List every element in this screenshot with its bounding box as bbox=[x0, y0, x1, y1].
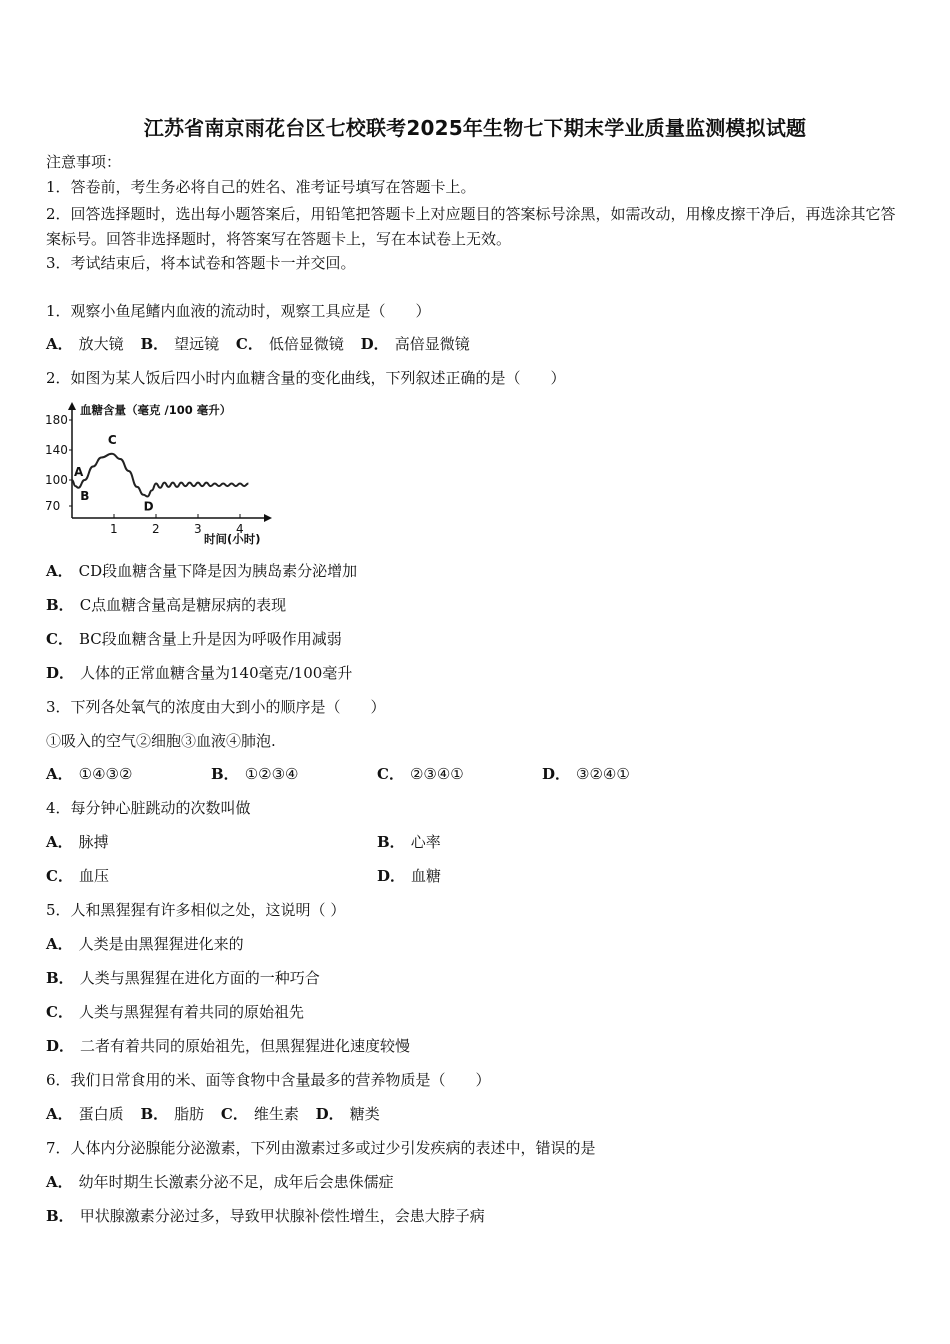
q2-option-c: BC段血糖含量上升是因为呼吸作用减弱 bbox=[78, 630, 342, 648]
q3-option-d: ③②④① bbox=[576, 765, 630, 783]
option-label: D． bbox=[46, 664, 75, 682]
question-7-stem: 7．人体内分泌腺能分泌激素，下列由激素过多或过少引发疾病的表述中，错误的是 bbox=[46, 1139, 596, 1157]
x-axis-arrow bbox=[264, 514, 272, 522]
option-label: C． bbox=[46, 867, 73, 885]
q5-option-d: 二者有着共同的原始祖先，但黑猩猩进化速度较慢 bbox=[80, 1037, 411, 1055]
option-label: B． bbox=[140, 335, 169, 353]
y-tick-label: 70 bbox=[45, 499, 61, 513]
y-tick-label: 180 bbox=[45, 413, 68, 427]
q4-option-c: 血压 bbox=[78, 867, 109, 885]
option-label: A． bbox=[46, 765, 73, 783]
option-label: C． bbox=[235, 335, 263, 353]
chart-x-axis-label: 时间(小时) bbox=[204, 532, 261, 546]
notice-item-3: 3．考试结束后，将本试卷和答题卡一并交回。 bbox=[46, 254, 356, 272]
x-tick-label: 4 bbox=[236, 522, 244, 536]
q6-option-a: 蛋白质 bbox=[78, 1105, 124, 1123]
q2-option-a-row bbox=[46, 561, 357, 581]
option-label: C． bbox=[220, 1105, 248, 1123]
q5-option-c-row bbox=[46, 1002, 304, 1022]
q4-option-d: 血糖 bbox=[411, 867, 442, 885]
q7-option-a: 幼年时期生长激素分泌不足，成年后会患侏儒症 bbox=[78, 1173, 394, 1191]
q4-option-a: 脉搏 bbox=[78, 833, 109, 851]
point-label-b: B bbox=[80, 488, 90, 503]
question-4-stem: 4．每分钟心脏跳动的次数叫做 bbox=[46, 799, 251, 817]
chart-point-labels bbox=[74, 433, 154, 514]
y-axis-arrow bbox=[68, 402, 76, 410]
q1-option-a: 放大镜 bbox=[78, 335, 124, 353]
option-label: A． bbox=[46, 1173, 73, 1191]
option-label: B． bbox=[140, 1105, 169, 1123]
option-label: A． bbox=[46, 1105, 73, 1123]
option-label: B． bbox=[377, 833, 405, 851]
point-label-a: A bbox=[74, 465, 84, 479]
point-label-c: C bbox=[107, 432, 117, 447]
x-tick-label: 2 bbox=[152, 522, 160, 536]
q7-option-b: 甲状腺激素分泌过多，导致甲状腺补偿性增生，会患大脖子病 bbox=[79, 1207, 485, 1225]
q4-option-c-row bbox=[46, 866, 109, 886]
option-label: C． bbox=[46, 630, 73, 648]
option-label: D． bbox=[315, 1105, 344, 1123]
question-6-stem: 6．我们日常食用的米、面等食物中含量最多的营养物质是（ ） bbox=[46, 1071, 491, 1089]
document-title: 江苏省南京雨花台区七校联考2025年生物七下期末学业质量监测模拟试题 bbox=[143, 116, 807, 140]
question-3-stem: 3．下列各处氧气的浓度由大到小的顺序是（ ） bbox=[46, 698, 386, 716]
option-label: B． bbox=[211, 765, 239, 783]
q2-option-a: CD段血糖含量下降是因为胰岛素分泌增加 bbox=[78, 562, 358, 580]
q7-option-b-row bbox=[46, 1206, 485, 1226]
option-label: B． bbox=[46, 596, 74, 614]
q4-option-a-row bbox=[46, 832, 109, 852]
q1-option-b: 望远镜 bbox=[174, 335, 220, 353]
blood-sugar-chart bbox=[44, 400, 284, 548]
option-label: D． bbox=[542, 765, 571, 783]
q6-option-b: 脂肪 bbox=[174, 1105, 205, 1123]
option-label: A． bbox=[46, 335, 73, 353]
q5-option-a-row bbox=[46, 934, 244, 954]
chart-y-axis-label: 血糖含量（毫克 /100 毫升） bbox=[80, 403, 232, 417]
q4-option-b: 心率 bbox=[410, 833, 441, 851]
option-label: A． bbox=[46, 935, 73, 953]
q1-option-c: 低倍显微镜 bbox=[268, 335, 344, 353]
point-label-d: D bbox=[143, 499, 154, 514]
notice-item-2: 2．回答选择题时，选出每小题答案后，用铅笔把答题卡上对应题目的答案标号涂黑，如需改动，用橡皮擦干净后，再选涂其它答案标号。回答非选择题时，将答案写在答题卡上，写在本试卷上无效。 bbox=[46, 205, 896, 248]
q1-option-d: 高倍显微镜 bbox=[394, 335, 470, 353]
q3-option-d-row bbox=[542, 764, 630, 784]
option-label: A． bbox=[46, 833, 73, 851]
q2-option-b: C点血糖含量高是糖尿病的表现 bbox=[79, 596, 287, 614]
question-1-stem: 1．观察小鱼尾鳍内血液的流动时，观察工具应是（ ） bbox=[46, 302, 431, 320]
q5-option-b-row bbox=[46, 968, 320, 988]
q3-option-b: ①②③④ bbox=[244, 765, 299, 783]
q3-option-b-row bbox=[211, 764, 298, 784]
notice-item-1: 1．答卷前，考生务必将自己的姓名、准考证号填写在答题卡上。 bbox=[46, 178, 476, 196]
question-3-sub: ①吸入的空气②细胞③血液④肺泡. bbox=[46, 732, 276, 750]
q5-option-a: 人类是由黑猩猩进化来的 bbox=[78, 935, 244, 953]
q2-option-d: 人体的正常血糖含量为140毫克/100毫升 bbox=[80, 664, 353, 682]
option-label: C． bbox=[46, 1003, 73, 1021]
option-label: D． bbox=[46, 1037, 75, 1055]
option-label: B． bbox=[46, 1207, 74, 1225]
q4-option-b-row bbox=[377, 832, 441, 852]
chart-axes bbox=[68, 402, 272, 522]
q3-option-a-row bbox=[46, 764, 132, 784]
y-tick-label: 140 bbox=[45, 443, 68, 457]
q5-option-b: 人类与黑猩猩在进化方面的一种巧合 bbox=[79, 969, 320, 987]
q2-option-b-row bbox=[46, 595, 286, 615]
q6-option-c: 维生素 bbox=[253, 1105, 299, 1123]
question-2-stem: 2．如图为某人饭后四小时内血糖含量的变化曲线，下列叙述正确的是（ ） bbox=[46, 369, 566, 387]
blood-sugar-curve bbox=[72, 454, 248, 497]
q4-option-d-row bbox=[377, 866, 441, 886]
option-label: D． bbox=[377, 867, 406, 885]
x-tick-label: 3 bbox=[194, 522, 202, 536]
question-5-stem: 5．人和黑猩猩有许多相似之处，这说明（ ） bbox=[46, 901, 346, 919]
option-label: A． bbox=[46, 562, 73, 580]
question-1-options bbox=[46, 334, 470, 354]
q5-option-d-row bbox=[46, 1036, 410, 1056]
option-label: D． bbox=[360, 335, 389, 353]
q7-option-a-row bbox=[46, 1172, 394, 1192]
q2-option-c-row bbox=[46, 629, 342, 649]
q3-option-c: ②③④① bbox=[409, 765, 464, 783]
option-label: B． bbox=[46, 969, 74, 987]
question-6-options bbox=[46, 1104, 380, 1124]
q3-option-a: ①④③② bbox=[78, 765, 133, 783]
y-tick-label: 100 bbox=[45, 473, 68, 487]
q5-option-c: 人类与黑猩猩有着共同的原始祖先 bbox=[78, 1003, 304, 1021]
q6-option-d: 糖类 bbox=[349, 1105, 380, 1123]
q3-option-c-row bbox=[377, 764, 464, 784]
option-label: C． bbox=[377, 765, 404, 783]
notice-heading: 注意事项： bbox=[46, 153, 122, 171]
x-tick-label: 1 bbox=[110, 522, 118, 536]
q2-option-d-row bbox=[46, 663, 352, 683]
